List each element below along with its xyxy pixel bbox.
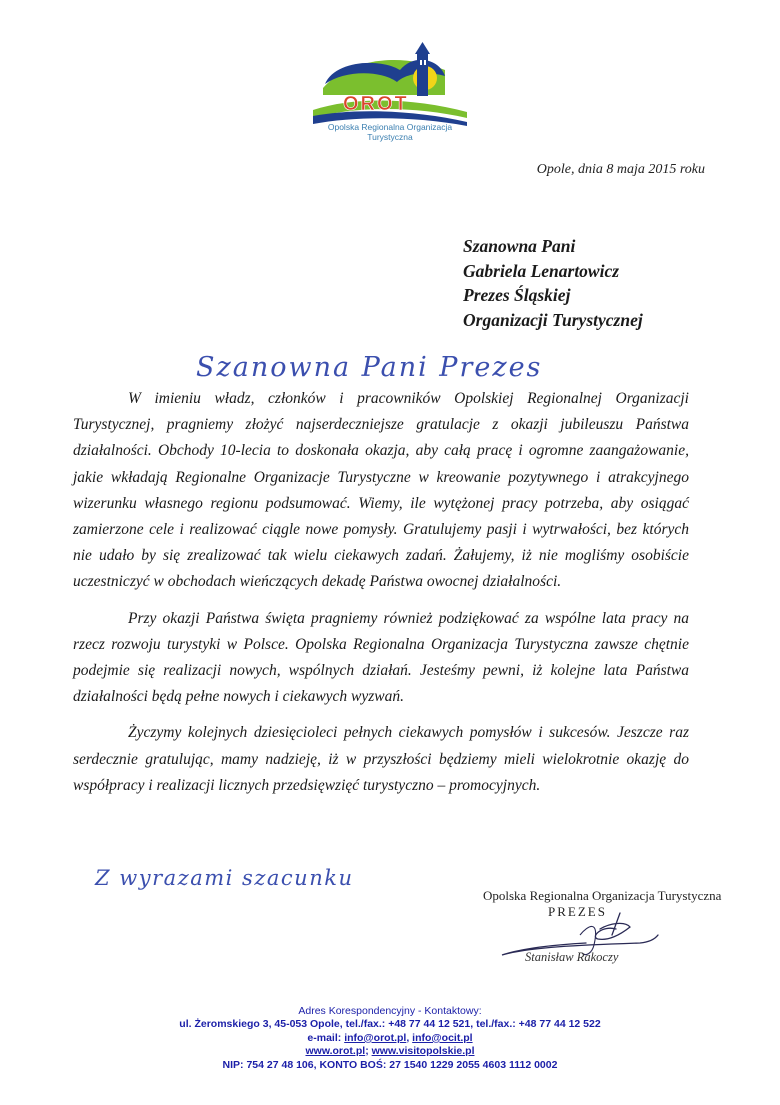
footer-separator: , xyxy=(406,1031,413,1044)
body-paragraph-3: Życzymy kolejnych dziesięcioleci pełnych ciekawych pomysłów i sukcesów. Jeszcze raz serdecznie gratulując, mamy nadzieję, iż w przyszłości będziemy mieli wielokrotnie okazję do współpracy i realizacji licznych przedsięwzięć turystyczno – promocyjnych. xyxy=(73,724,689,794)
signature-organization: Opolska Regionalna Organizacja Turystyczna xyxy=(483,888,722,903)
letter-body xyxy=(73,386,689,799)
handwritten-regards: Z wyrazami szacunku xyxy=(95,866,354,890)
web-link-visitopolskie[interactable]: www.visitopolskie.pl xyxy=(371,1045,475,1058)
addressee-line: Organizacji Turystycznej xyxy=(463,309,643,330)
body-paragraph-2: Przy okazji Państwa święta pragniemy również podziękować za wspólne lata pracy na rzecz rozwoju turystyki w Polsce. Opolska Regionalna Organizacja Turystyczna zawsze chętnie podejmie się realizacji nowych, wspólnych działań. Jesteśmy pewni, iż kolejne lata Państwa działalności będą pełne nowych i ciekawych wyzwań. xyxy=(73,609,689,706)
logo-wordmark: OROT xyxy=(343,93,409,115)
body-paragraph-1: W imieniu władz, członków i pracowników Opolskiej Regionalnej Organizacji Turystycznej, pragniemy złożyć najserdeczniejsze gratulacje z okazji jubileuszu Państwa działalności. Obchody 10-lecia to doskonała okazja, aby całą pracę i ogromne zaangażowanie, jakie wkładają Regionalne Organizacje Turystyczne w kreowanie pozytywnego i atrakcyjnego wizerunku własnego regionu podsumować. Wiemy, ile wytężonej pracy potrzeba, aby osiągać zamierzone cele i realizować ciągle nowe pomysły. Gratulujemy pasji i wytrwałości, bez których nie udało by się zrealizować tak wielu ciekawych zadań. Żałujemy, iż nie mogliśmy osobiście uczestniczyć w obchodach wieńczących dekadę Państwa owocnej działalności. xyxy=(73,390,689,591)
footer-address: ul. Żeromskiego 3, 45-053 Opole, tel./fax.: +48 77 44 12 521, tel./fax.: +48 77 44 12 522 xyxy=(179,1018,601,1031)
footer-web-line xyxy=(90,1045,690,1058)
logo-subtitle: Opolska Regionalna Organizacja Turystyczna xyxy=(327,122,453,142)
addressee-line: Gabriela Lenartowicz xyxy=(463,260,620,281)
letter-date: Opole, dnia 8 maja 2015 roku xyxy=(536,162,705,177)
footer-email-line xyxy=(90,1032,690,1045)
email-link-orot[interactable]: info@orot.pl xyxy=(344,1031,407,1044)
footer-separator: ; xyxy=(365,1045,372,1058)
signature-name: Stanisław Rakoczy xyxy=(525,950,619,964)
footer-nip: NIP: 754 27 48 106, KONTO BOŚ: 27 1540 1229 2055 4603 1112 0002 xyxy=(222,1058,558,1071)
letter-footer xyxy=(90,1005,690,1072)
web-link-orot[interactable]: www.orot.pl xyxy=(305,1045,366,1058)
footer-email-label: e-mail: xyxy=(307,1031,345,1044)
addressee-line: Szanowna Pani xyxy=(463,236,576,256)
email-link-ocit[interactable]: info@ocit.pl xyxy=(412,1031,473,1044)
footer-heading: Adres Korespondencyjny - Kontaktowy: xyxy=(298,1005,482,1017)
addressee-block xyxy=(463,234,763,332)
addressee-line: Prezes Śląskiej xyxy=(463,285,571,305)
handwritten-salutation: Szanowna Pani Prezes xyxy=(196,352,543,383)
signature-title: PREZES xyxy=(548,904,607,919)
